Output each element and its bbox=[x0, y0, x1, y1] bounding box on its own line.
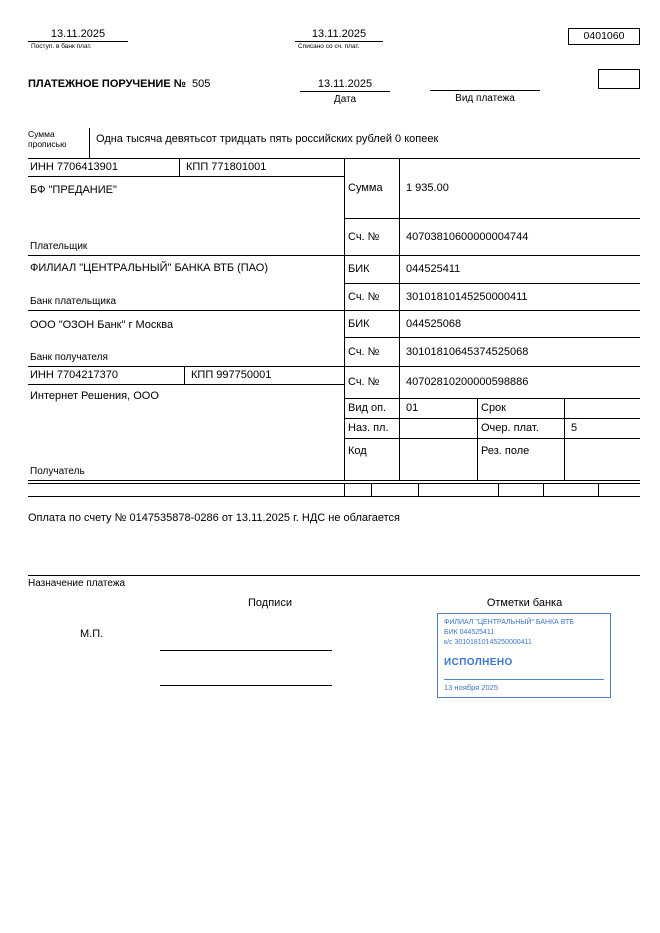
amount-words-value: Одна тысяча девятьсот тридцать пять российских рублей 0 копеек bbox=[96, 133, 439, 145]
payee-bank-right bbox=[345, 311, 640, 366]
payer-bank-block bbox=[28, 256, 640, 311]
payer-bank-account-label: Сч. № bbox=[345, 284, 400, 310]
tax-field-cell bbox=[499, 484, 544, 496]
payee-account-row bbox=[345, 367, 640, 399]
tax-field-cell bbox=[419, 484, 499, 496]
stamp-place-label: М.П. bbox=[80, 628, 104, 640]
stamp-bank-name: ФИЛИАЛ "ЦЕНТРАЛЬНЫЙ" БАНКА ВТБ bbox=[444, 619, 574, 626]
debited-caption: Списано со сч. плат. bbox=[298, 43, 360, 51]
bank-received-caption: Поступ. в банк плат. bbox=[31, 43, 92, 51]
priority-value: 5 bbox=[571, 422, 578, 435]
reserve-label: Рез. поле bbox=[478, 439, 565, 480]
payee-right bbox=[345, 367, 640, 480]
payee-bank-block bbox=[28, 311, 640, 367]
payee-account-label: Сч. № bbox=[345, 367, 400, 398]
payee-name: Интернет Решения, ООО bbox=[30, 390, 159, 403]
purpose-text: Оплата по счету № 0147535878-0286 от 13.11.2025 г. НДС не облагается bbox=[28, 512, 400, 525]
priority-label: Очер. плат. bbox=[478, 419, 565, 438]
bank-received-date: 13.11.2025 bbox=[28, 28, 128, 42]
payment-type-block bbox=[430, 78, 540, 105]
signature-line-2 bbox=[160, 672, 332, 686]
amount-value: 1 935.00 bbox=[406, 182, 449, 195]
code-label: Код bbox=[345, 439, 400, 480]
doc-date-block bbox=[300, 78, 390, 106]
payee-caption: Получатель bbox=[30, 466, 85, 478]
payer-inn-kpp-row bbox=[28, 159, 344, 177]
bank-execution-stamp bbox=[437, 613, 611, 698]
payee-bank-bik-row bbox=[345, 311, 640, 338]
reserve-value bbox=[565, 439, 640, 480]
op-type-row bbox=[345, 399, 640, 419]
payer-block bbox=[28, 159, 640, 256]
payer-inn: ИНН 7706413901 bbox=[28, 159, 180, 176]
payee-bank-left bbox=[28, 311, 345, 366]
purpose-code-label: Наз. пл. bbox=[345, 419, 400, 438]
payer-caption: Плательщик bbox=[30, 241, 88, 253]
debited-date-block bbox=[295, 28, 383, 51]
payer-left bbox=[28, 159, 345, 255]
payer-bank-account-value: 30101810145250000411 bbox=[406, 290, 528, 303]
payee-block bbox=[28, 367, 640, 481]
op-type-label: Вид оп. bbox=[345, 399, 400, 418]
stamp-corr-account: к/с 30101810145250000411 bbox=[444, 638, 532, 646]
amount-row bbox=[345, 159, 640, 219]
status-code-box bbox=[598, 69, 640, 89]
payee-bank-name: ООО "ОЗОН Банк" г Москва bbox=[30, 319, 174, 332]
document-title bbox=[28, 78, 210, 91]
payer-account-value: 40703810600000004744 bbox=[406, 230, 529, 243]
payment-table bbox=[28, 128, 640, 590]
payer-bank-left bbox=[28, 256, 345, 310]
payee-bank-bik-value: 044525068 bbox=[406, 317, 462, 330]
payee-kpp: КПП 997750001 bbox=[191, 369, 272, 382]
payee-inn: ИНН 7704217370 bbox=[28, 367, 185, 384]
payer-bank-caption: Банк плательщика bbox=[30, 296, 117, 308]
title-label: ПЛАТЕЖНОЕ ПОРУЧЕНИЕ № bbox=[28, 78, 186, 90]
amount-words-row bbox=[28, 128, 640, 159]
payee-inn-kpp-row bbox=[28, 367, 344, 385]
purpose-code-value bbox=[400, 419, 478, 438]
payer-account-row bbox=[345, 219, 640, 255]
payer-bank-name: ФИЛИАЛ "ЦЕНТРАЛЬНЫЙ" БАНКА ВТБ (ПАО) bbox=[30, 262, 268, 275]
payee-bank-account-value: 30101810645374525068 bbox=[406, 345, 529, 358]
debited-date: 13.11.2025 bbox=[295, 28, 383, 42]
payer-bank-account-row bbox=[345, 284, 640, 310]
tax-field-cell bbox=[372, 484, 419, 496]
doc-date-caption: Дата bbox=[333, 94, 357, 106]
stamp-status: ИСПОЛНЕНО bbox=[444, 657, 513, 669]
amount-words-label: Сумма прописью bbox=[28, 128, 90, 158]
payee-bank-bik-label: БИК bbox=[345, 311, 400, 337]
code-row bbox=[345, 439, 640, 480]
tax-field-cell bbox=[599, 484, 640, 496]
payee-left bbox=[28, 367, 345, 480]
payer-name: БФ "ПРЕДАНИЕ" bbox=[30, 184, 117, 197]
tax-field-cell bbox=[544, 484, 599, 496]
payment-type-caption: Вид платежа bbox=[455, 93, 515, 104]
signatures-label: Подписи bbox=[248, 597, 292, 609]
payer-bank-bik-label: БИК bbox=[345, 256, 400, 283]
doc-date: 13.11.2025 bbox=[300, 78, 390, 92]
payer-bank-bik-row bbox=[345, 256, 640, 284]
purpose-code-row bbox=[345, 419, 640, 439]
payment-type-value bbox=[430, 78, 540, 91]
stamp-date: 13 ноября 2025 bbox=[444, 679, 604, 694]
payee-account-value: 40702810200000598886 bbox=[406, 376, 529, 389]
payer-kpp: КПП 771801001 bbox=[186, 161, 267, 174]
tax-fields-strip bbox=[28, 483, 640, 497]
payer-account-label: Сч. № bbox=[345, 219, 400, 255]
tax-field-cell bbox=[28, 484, 345, 496]
bank-marks-label: Отметки банка bbox=[486, 597, 563, 609]
term-label: Срок bbox=[478, 399, 565, 418]
tax-field-cell bbox=[345, 484, 372, 496]
payee-bank-account-label: Сч. № bbox=[345, 338, 400, 366]
stamp-bik: БИК 044525411 bbox=[444, 628, 495, 636]
signature-line-1 bbox=[160, 637, 332, 651]
term-value bbox=[565, 399, 640, 418]
payer-bank-right bbox=[345, 256, 640, 310]
payee-bank-account-row bbox=[345, 338, 640, 366]
payee-bank-caption: Банк получателя bbox=[30, 352, 108, 364]
purpose-caption: Назначение платежа bbox=[28, 578, 126, 590]
payer-right bbox=[345, 159, 640, 255]
payer-bank-bik-value: 044525411 bbox=[406, 263, 461, 276]
code-value bbox=[400, 439, 478, 480]
amount-label: Сумма bbox=[345, 159, 400, 218]
op-type-value: 01 bbox=[400, 399, 478, 418]
form-code-box: 0401060 bbox=[568, 28, 640, 45]
title-number: 505 bbox=[192, 78, 211, 90]
bank-received-date-block bbox=[28, 28, 128, 51]
